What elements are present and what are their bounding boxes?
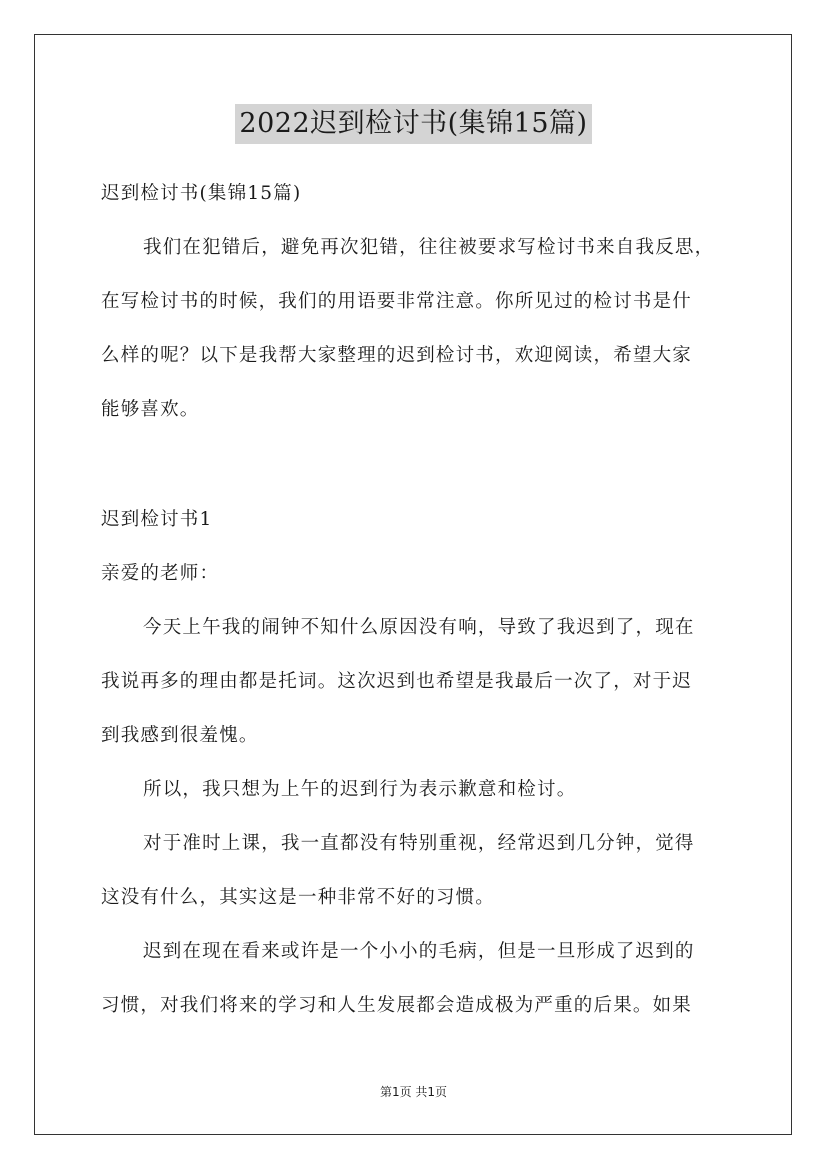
body-line-6: 这没有什么，其实这是一种非常不好的习惯。	[101, 887, 496, 908]
page-footer: 第1页 共1页	[379, 1085, 448, 1099]
intro-line-2: 在写检讨书的时候，我们的用语要非常注意。你所见过的检讨书是什	[101, 291, 693, 312]
document-title	[0, 102, 827, 144]
document-subtitle: 迟到检讨书(集锦15篇)	[101, 183, 302, 204]
body-line-1: 今天上午我的闹钟不知什么原因没有响，导致了我迟到了，现在	[143, 617, 695, 638]
body-line-7: 迟到在现在看来或许是一个小小的毛病，但是一旦形成了迟到的	[143, 941, 695, 962]
body-line-5: 对于准时上课，我一直都没有特别重视，经常迟到几分钟，觉得	[143, 833, 695, 854]
body-line-3: 到我感到很羞愧。	[101, 725, 259, 746]
body-line-8: 习惯，对我们将来的学习和人生发展都会造成极为严重的后果。如果	[101, 995, 693, 1016]
body-line-2: 我说再多的理由都是托词。这次迟到也希望是我最后一次了，对于迟	[101, 671, 693, 692]
section-heading: 迟到检讨书1	[101, 509, 213, 530]
intro-line-1: 我们在犯错后，避免再次犯错，往往被要求写检讨书来自我反思，	[143, 237, 715, 258]
salutation: 亲爱的老师：	[101, 563, 220, 584]
intro-line-3: 么样的呢？以下是我帮大家整理的迟到检讨书，欢迎阅读，希望大家	[101, 345, 693, 366]
body-line-4: 所以，我只想为上午的迟到行为表示歉意和检讨。	[143, 779, 577, 800]
intro-line-4: 能够喜欢。	[101, 399, 200, 420]
document-title-text: 2022迟到检讨书(集锦15篇)	[235, 104, 591, 144]
